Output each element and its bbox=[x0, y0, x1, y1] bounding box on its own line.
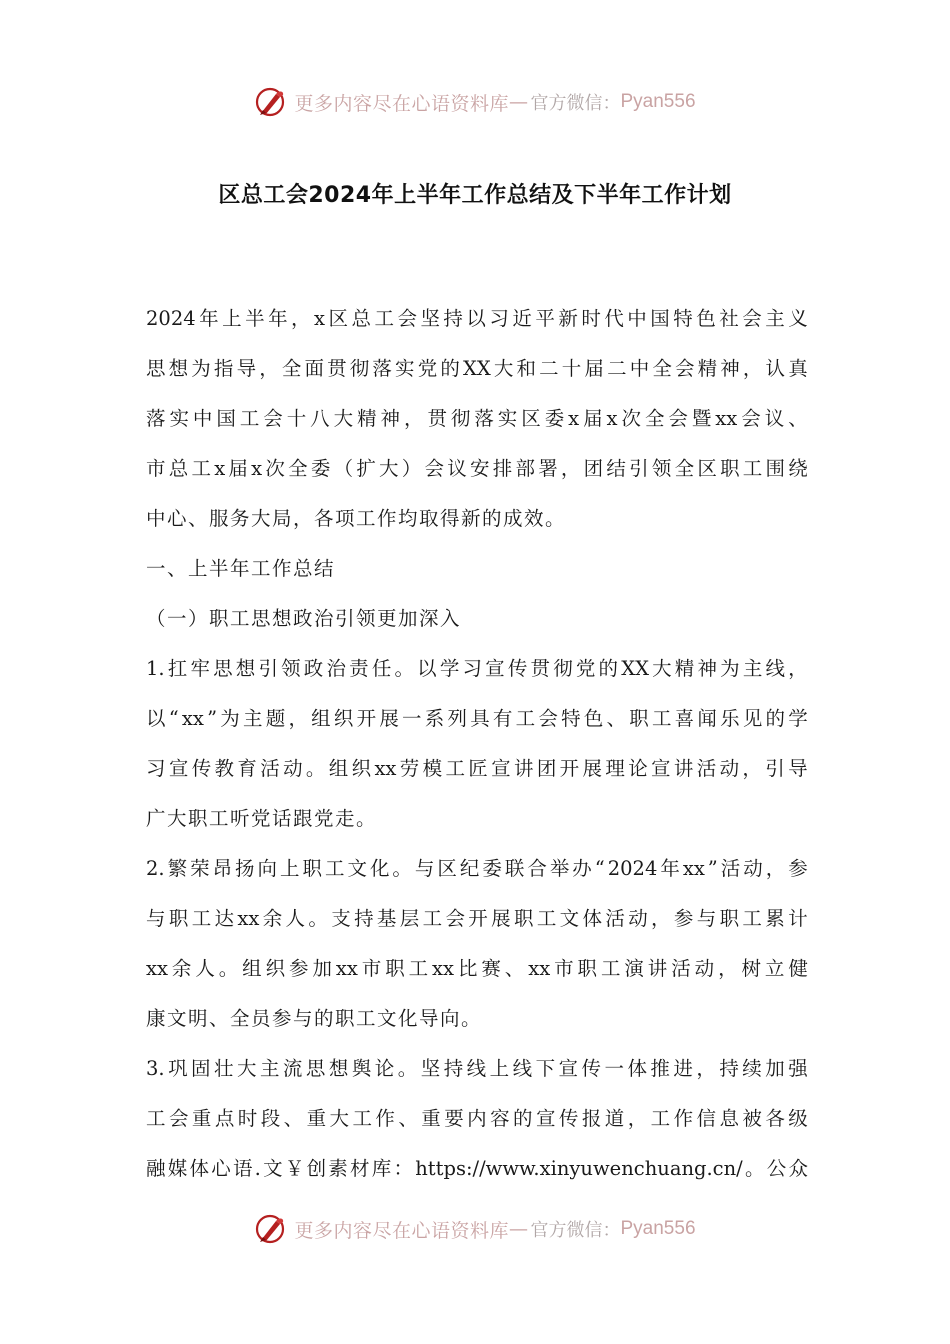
banner-wechat-label: 官方微信： bbox=[530, 93, 621, 114]
banner-text: 更多内容尽在心语资料库 bbox=[294, 92, 509, 115]
document-body bbox=[146, 294, 808, 1194]
document-title: 区总工会2024年上半年工作总结及下半年工作计划 bbox=[218, 183, 732, 208]
banner-wechat-label: 官方微信： bbox=[530, 1220, 621, 1241]
banner-separator: — bbox=[509, 91, 529, 113]
body-text-line: （一）职工思想政治引领更加深入 bbox=[146, 607, 462, 630]
header-watermark-banner bbox=[0, 80, 950, 124]
footer-watermark-banner bbox=[0, 1207, 950, 1251]
body-text-line: 融 媒 体 心 语 . 文 ￥ 创 素 材 库 ： https://www.xinyuwenchuang.cn/ 。 公 众 bbox=[146, 1157, 808, 1180]
body-text-line: 以 “ xx ” 为 主 题 ， 组 织 开 展 一 系 列 具 有 工 会 特 色 、 职 工 喜 闻 乐 见 的 学 bbox=[146, 707, 808, 730]
pen-nib-logo-icon bbox=[254, 1212, 288, 1246]
body-text-line: 习 宣 传 教 育 活 动 。 组 织 xx 劳 模 工 匠 宣 讲 团 开 展 理 论 宣 讲 活 动 ， 引 导 bbox=[146, 757, 808, 780]
pen-nib-logo-icon bbox=[254, 85, 288, 119]
body-text-line: 落 实 中 国 工 会 十 八 大 精 神 ， 贯 彻 落 实 区 委 x 届 x 次 全 会 暨 xx 会 议 、 bbox=[146, 407, 808, 430]
body-text-line: 思 想 为 指 导 ， 全 面 贯 彻 落 实 党 的 XX 大 和 二 十 届 二 中 全 会 精 神 ， 认 真 bbox=[146, 357, 808, 380]
banner-separator: — bbox=[509, 1218, 529, 1240]
banner-text: 更多内容尽在心语资料库 bbox=[294, 1219, 509, 1242]
body-text-line: 康文明、全员参与的职工文化导向。 bbox=[146, 1007, 483, 1030]
body-text-line: 1. 扛 牢 思 想 引 领 政 治 责 任 。 以 学 习 宣 传 贯 彻 党 的 XX 大 精 神 为 主 线 ， bbox=[146, 657, 808, 680]
body-text-line: 3. 巩 固 壮 大 主 流 思 想 舆 论 。 坚 持 线 上 线 下 宣 传 一 体 推 进 ， 持 续 加 强 bbox=[146, 1057, 808, 1080]
banner-wechat-id: Pyan556 bbox=[620, 91, 696, 112]
body-text-line: 一、上半年工作总结 bbox=[146, 557, 336, 580]
body-text-line: 市 总 工 x 届 x 次 全 委 （ 扩 大 ） 会 议 安 排 部 署 ， 团 结 引 领 全 区 职 工 围 绕 bbox=[146, 457, 808, 480]
body-text-line: 2. 繁 荣 昂 扬 向 上 职 工 文 化 。 与 区 纪 委 联 合 举 办 “ 2024 年 xx ” 活 动 ， 参 bbox=[146, 857, 808, 880]
body-text-line: 2024 年 上 半 年 ， x 区 总 工 会 坚 持 以 习 近 平 新 时 代 中 国 特 色 社 会 主 义 bbox=[146, 307, 808, 330]
banner-wechat-id: Pyan556 bbox=[620, 1218, 696, 1239]
body-text-line: xx 余 人 。 组 织 参 加 xx 市 职 工 xx 比 赛 、 xx 市 职 工 演 讲 活 动 ， 树 立 健 bbox=[146, 957, 808, 980]
body-text-line: 中心、服务大局，各项工作均取得新的成效。 bbox=[146, 507, 567, 530]
body-text-line: 工 会 重 点 时 段 、 重 大 工 作 、 重 要 内 容 的 宣 传 报 道 ， 工 作 信 息 被 各 级 bbox=[146, 1107, 808, 1130]
body-text-line: 与 职 工 达 xx 余 人 。 支 持 基 层 工 会 开 展 职 工 文 体 活 动 ， 参 与 职 工 累 计 bbox=[146, 907, 808, 930]
body-text-line: 广大职工听党话跟党走。 bbox=[146, 807, 378, 830]
